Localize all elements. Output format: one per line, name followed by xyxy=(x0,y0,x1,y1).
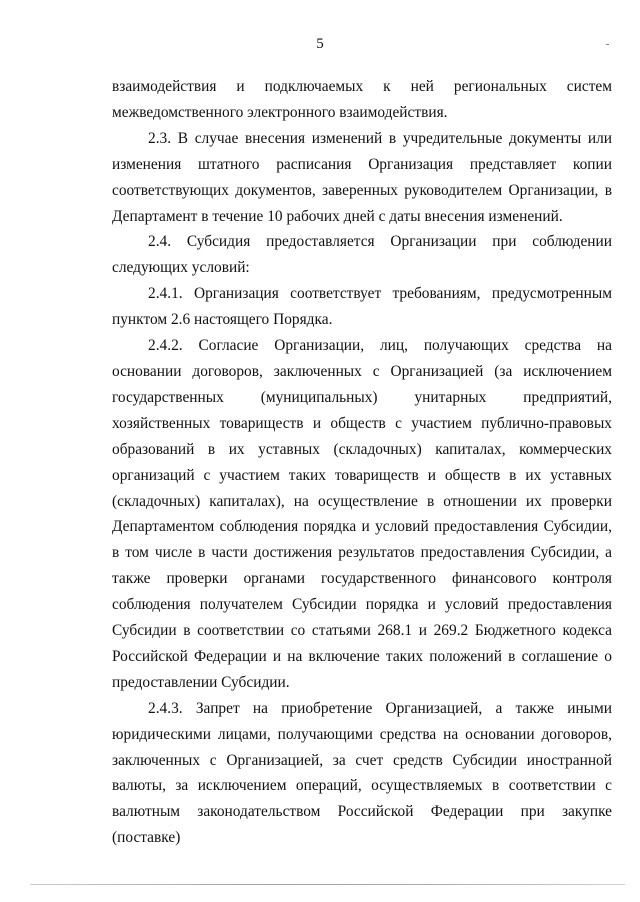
paragraph-continuation: взаимодействия и подключаемых к ней региональных систем межведомственного электронного взаимодействия. xyxy=(112,78,612,121)
scan-mark xyxy=(606,44,609,45)
document-body xyxy=(112,74,612,851)
paragraph-2-3: 2.3. В случае внесения изменений в учредительные документы или изменения штатного расписания Организация представляет копии соответствующих документов, заверенных руководителем Организации, в Департамент в течение 10 рабочих дней с даты внесения изменений. xyxy=(112,129,612,225)
paragraph-2-4-3: 2.4.3. Запрет на приобретение Организацией, а также иными юридическими лицами, получающими средства на основании договоров, заключенных с Организацией, за счет средств Субсидии иностранной валюты, за исключением операций, осуществляемых в соответствии с валютным законодательством Российской Федерации при закупке (поставке) xyxy=(112,699,612,847)
paragraph-2-4-2: 2.4.2. Согласие Организации, лиц, получающих средства на основании договоров, заключенных с Организацией (за исключением государственных (муниципальных) унитарных предприятий, хозяйственных товариществ и обществ с участием публично-правовых образований в их уставных (складочных) капиталах, коммерческих организаций с участием таких товариществ и обществ в их уставных (складочных) капиталах), на осуществление в отношении их проверки Департаментом соблюдения порядка и условий предоставления Субсидии, в том числе в части достижения результатов предоставления Субсидии, а также проверки органами государственного финансового контроля соблюдения получателем Субсидии порядка и условий предоставления Субсидии в соответствии со статьями 268.1 и 269.2 Бюджетного кодекса Российской Федерации и на включение таких положений в соглашение о предоставлении Субсидии. xyxy=(112,337,612,691)
paragraph-2-4-1: 2.4.1. Организация соответствует требованиям, предусмотренным пунктом 2.6 настоящего Порядка. xyxy=(112,285,612,329)
page-number: 5 xyxy=(316,36,324,52)
scan-edge-line xyxy=(30,884,625,885)
paragraph-2-4: 2.4. Субсидия предоставляется Организации при соблюдении следующих условий: xyxy=(112,233,612,277)
